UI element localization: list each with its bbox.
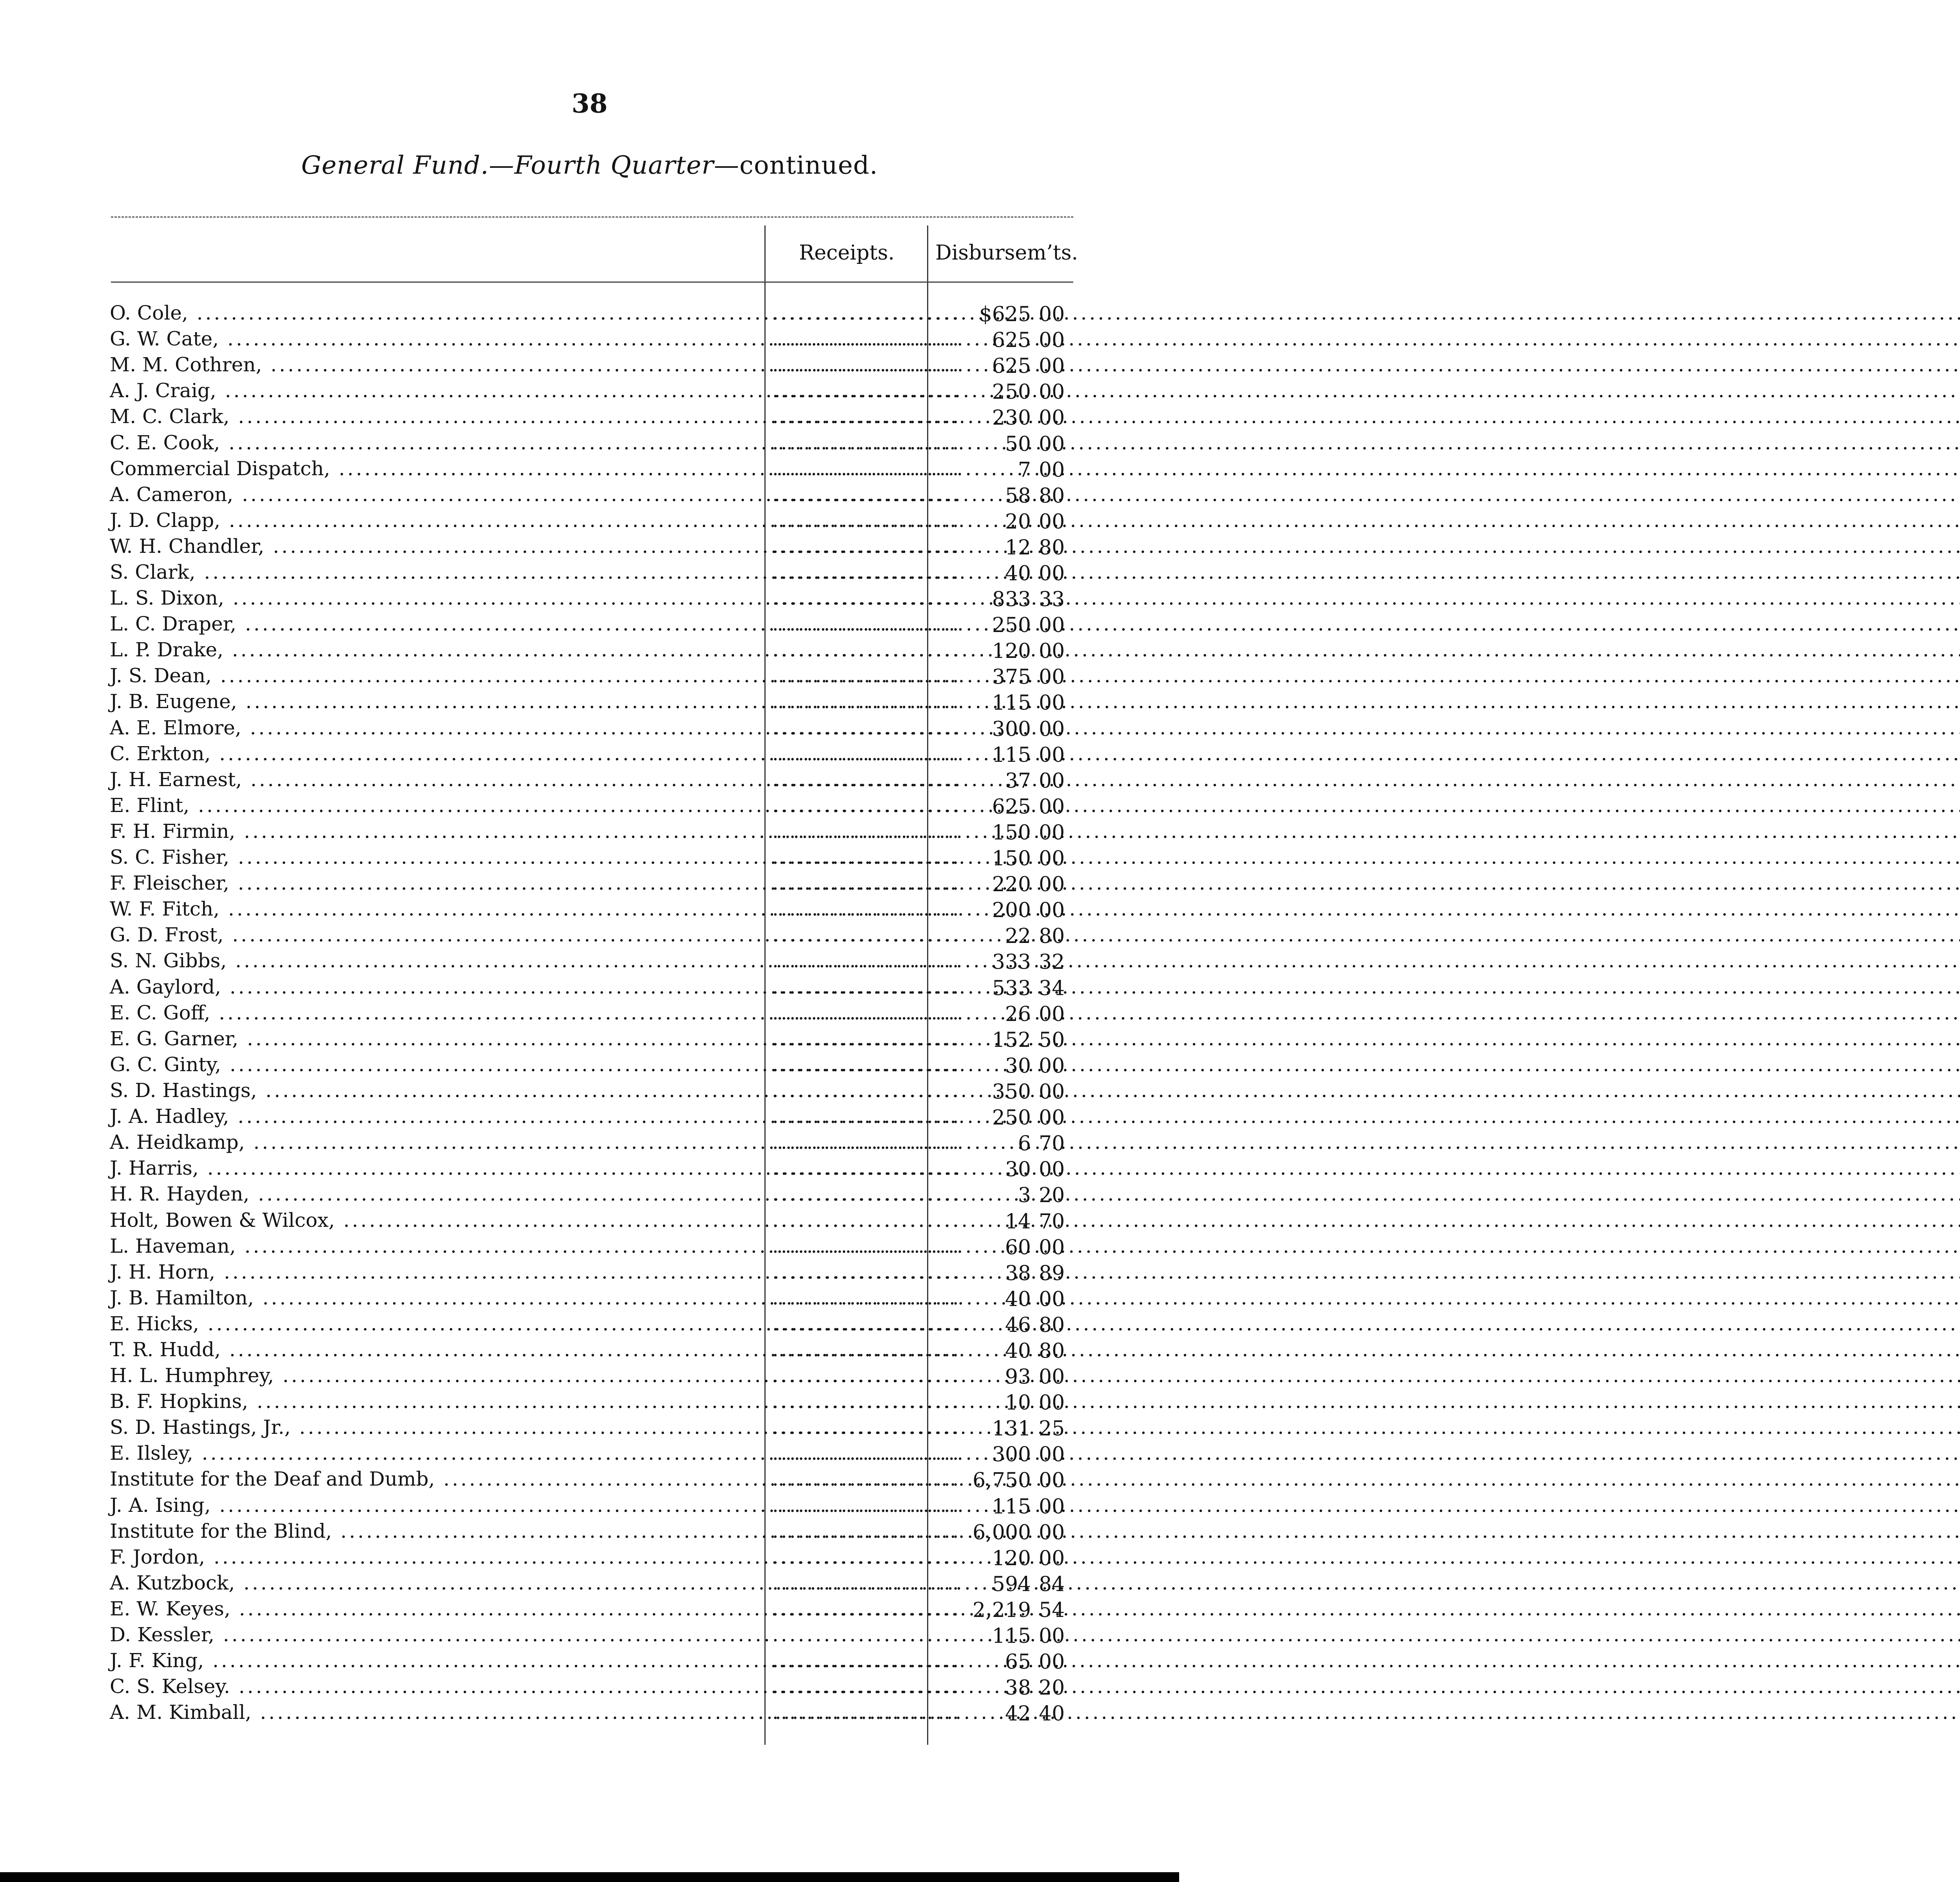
disbursement-amount [933,430,1082,456]
receipts-cell: ...................... [772,509,961,532]
amount-cents: 70 [1039,1210,1065,1233]
amount-dollars: 2,219 [973,1599,1031,1622]
amount-dollars: 350 [992,1080,1031,1104]
payee-name: L. S. Dixon, ..... [110,585,764,611]
amount-dollars: 40 [1005,1339,1031,1363]
payee-name: A. E. Elmore, ..... [110,715,764,741]
amount-cents: 33 [1039,588,1065,611]
header-fund: General Fund. [301,151,489,180]
disbursement-amount [933,1518,1082,1544]
receipts-cell: ...................... [772,483,961,506]
amount-cents: 32 [1039,950,1065,974]
receipts-cell: ...................... [772,1494,961,1517]
amount-cents: 00 [1039,1236,1065,1259]
payee-name: S. N. Gibbs, ..... [110,948,764,974]
amount-dollars: 26 [1005,1003,1031,1026]
disbursement-amount [933,844,1082,870]
amount-cents: 00 [1039,1288,1065,1311]
amount-cents: 00 [1039,432,1065,456]
amount-cents: 70 [1039,1132,1065,1155]
amount-cents: 00 [1039,614,1065,637]
amount-dollars: 150 [992,821,1031,845]
amount-dollars: 10 [1005,1391,1031,1415]
amount-cents: 00 [1039,329,1065,352]
amount-dollars: 200 [992,899,1031,922]
amount-dollars: 3 [1018,1184,1031,1207]
amount-cents: 00 [1039,1106,1065,1130]
receipts-cell: ...................... [772,1623,961,1646]
payee-name: E. G. Garner, ..... [110,1026,764,1052]
payee-name: S. D. Hastings, ..... [110,1077,764,1103]
receipts-cell: ...................... [772,431,961,454]
receipts-cell: ...................... [772,1001,961,1024]
disbursement-amount [933,870,1082,896]
receipts-cell: ...................... [772,1312,961,1335]
disbursement-amount [933,1103,1082,1129]
receipts-cell: ...................... [772,1183,961,1205]
receipts-cell: ...................... [772,638,961,661]
amount-cents: 00 [1039,821,1065,845]
amount-cents: 00 [1039,873,1065,896]
payee-name: J. A. Hadley, ..... [110,1103,764,1129]
payee-name: W. F. Fitch, ..... [110,896,764,922]
disbursement-amount [933,1570,1082,1596]
disbursement-amount [933,688,1082,714]
disbursement-amount [933,1622,1082,1648]
disbursement-amount [933,585,1082,611]
amount-cents: 00 [1039,1054,1065,1078]
payee-name: L. P. Drake, ..... [110,637,764,663]
disbursement-amount [933,1414,1082,1440]
amount-cents: 00 [1039,1469,1065,1492]
payee-name: J. H. Earnest, ..... [110,767,764,792]
payee-name: O. Cole, ..... [110,300,764,326]
amount-dollars: 93 [1005,1365,1031,1389]
disbursement-amount [933,818,1082,844]
amount-cents: 00 [1039,639,1065,663]
receipts-cell: ...................... [772,327,961,350]
receipts-cell: ...................... [772,794,961,817]
amount-cents: 00 [1039,380,1065,404]
disbursement-amount [933,1492,1082,1518]
disbursement-amount [933,352,1082,378]
disbursement-amount [933,378,1082,403]
amount-cents: 34 [1039,977,1065,1000]
amount-cents: 80 [1039,925,1065,948]
receipts-cell: ...................... [772,1546,961,1568]
disbursement-amount [933,767,1082,792]
disbursements-column-header: Disbursem’ts. [935,241,1078,265]
amount-dollars: 37 [1005,769,1031,793]
disbursement-amount [933,974,1082,1000]
amount-cents: 00 [1039,354,1065,378]
amount-dollars: 150 [992,847,1031,870]
receipts-cell: ...................... [772,405,961,428]
amount-cents: 00 [1039,1624,1065,1648]
amount-dollars: 833 [992,588,1031,611]
disbursement-amount [933,559,1082,585]
payee-name: B. F. Hopkins, ..... [110,1388,764,1414]
payee-name: Institute for the Blind, ..... [110,1518,764,1544]
amount-dollars: 50 [1005,432,1031,456]
receipts-cell: ...................... [772,587,961,609]
receipts-cell: ...................... [772,1649,961,1672]
header-rule [111,282,1073,283]
amount-cents: 00 [1039,718,1065,741]
amount-cents: 80 [1039,1313,1065,1337]
amount-dollars: 250 [992,1106,1031,1130]
amount-cents: 00 [1039,743,1065,767]
amount-dollars: 38 [1005,1676,1031,1700]
disbursement-amount [933,792,1082,818]
payee-name: H. R. Hayden, ..... [110,1181,764,1207]
disbursement-amount [933,1000,1082,1026]
receipts-cell: ...................... [772,690,961,713]
receipts-cell: ...................... [772,302,961,324]
amount-dollars: 115 [992,743,1031,767]
payee-name: D. Kessler, ..... [110,1622,764,1648]
disbursement-amount [933,1233,1082,1259]
amount-cents: 00 [1039,1547,1065,1570]
payee-name: E. W. Keyes, ..... [110,1596,764,1622]
payee-name: L. Haveman, ..... [110,1233,764,1259]
page-header [0,151,1179,180]
disbursement-amount [933,1699,1082,1725]
amount-dollars: 230 [992,406,1031,430]
payee-name: S. C. Fisher, ..... [110,844,764,870]
payee-name: W. H. Chandler, ..... [110,533,764,559]
amount-dollars: 594 [992,1573,1031,1596]
disbursement-amount [933,896,1082,922]
disbursement-amount [933,922,1082,948]
amount-cents: 20 [1039,1184,1065,1207]
amount-cents: 00 [1039,769,1065,793]
disbursement-amount [933,1311,1082,1337]
receipts-cell: ...................... [772,976,961,998]
receipts-cell: ...................... [772,457,961,480]
amount-cents: 80 [1039,1339,1065,1363]
receipts-cell: ...................... [772,1053,961,1076]
amount-cents: 00 [1039,1521,1065,1544]
disbursement-amount [933,1052,1082,1077]
amount-cents: 00 [1039,1080,1065,1104]
receipts-cell: ...................... [772,768,961,791]
receipts-cell: ...................... [772,1701,961,1724]
amount-dollars: 60 [1005,1236,1031,1259]
amount-cents: 50 [1039,1028,1065,1052]
page-number: 38 [572,88,608,119]
disbursement-amount [933,456,1082,481]
payee-name: C. E. Cook, ..... [110,430,764,456]
payee-name: J. B. Eugene, ..... [110,688,764,714]
receipts-cell: ...................... [772,535,961,558]
receipts-cell: ...................... [772,1079,961,1102]
payee-name: C. S. Kelsey. ..... [110,1673,764,1699]
disbursement-amount [933,481,1082,507]
payee-name: T. R. Hudd, ..... [110,1337,764,1362]
payee-name: F. Jordon, ..... [110,1544,764,1570]
receipts-cell: ...................... [772,846,961,868]
disbursement-amount [933,1285,1082,1311]
disbursement-amount [933,533,1082,559]
payee-name: F. Fleischer, ..... [110,870,764,896]
amount-dollars: 22 [1005,925,1031,948]
amount-dollars: 46 [1005,1313,1031,1337]
amount-cents: 00 [1039,1391,1065,1415]
amount-dollars: $625 [979,303,1031,326]
payee-name: E. Flint, ..... [110,792,764,818]
payee-name: A. J. Craig, ..... [110,378,764,403]
receipts-cell: ...................... [772,923,961,946]
amount-dollars: 120 [992,639,1031,663]
amount-cents: 00 [1039,1003,1065,1026]
payee-name: Institute for the Deaf and Dumb, ..... [110,1466,764,1492]
disbursement-amount [933,1388,1082,1414]
payee-name: J. Harris, ..... [110,1155,764,1181]
amount-cents: 80 [1039,484,1065,508]
receipts-cell: ...................... [772,561,961,583]
amount-cents: 00 [1039,1158,1065,1181]
payee-name: J. F. King, ..... [110,1648,764,1673]
receipts-cell: ...................... [772,1105,961,1128]
amount-cents: 00 [1039,899,1065,922]
disbursement-amount [933,948,1082,974]
amount-dollars: 40 [1005,1288,1031,1311]
amount-cents: 00 [1039,847,1065,870]
amount-dollars: 131 [992,1417,1031,1441]
amount-dollars: 220 [992,873,1031,896]
amount-dollars: 375 [992,665,1031,689]
payee-name: L. C. Draper, ..... [110,611,764,637]
payee-name: J. A. Ising, ..... [110,1492,764,1518]
amount-dollars: 6,000 [973,1521,1031,1544]
disbursement-amount [933,1337,1082,1362]
disbursement-amount [933,1673,1082,1699]
amount-cents: 00 [1039,1495,1065,1519]
amount-dollars: 58 [1005,484,1031,508]
receipts-cell: ...................... [772,742,961,765]
amount-dollars: 300 [992,1443,1031,1466]
receipts-cell: ...................... [772,1027,961,1050]
amount-dollars: 14 [1005,1210,1031,1233]
receipts-cell: ...................... [772,897,961,920]
payee-name: M. M. Cothren, ..... [110,352,764,378]
amount-dollars: 40 [1005,562,1031,585]
disbursement-amount [933,1544,1082,1570]
payee-name: A. Gaylord, ..... [110,974,764,1000]
payee-name: E. C. Goff, ..... [110,1000,764,1026]
amount-cents: 54 [1039,1599,1065,1622]
receipts-cell: ...................... [772,379,961,402]
amount-dollars: 7 [1018,458,1031,482]
disbursement-amount [933,663,1082,688]
receipts-cell: ...................... [772,949,961,972]
receipts-column-header: Receipts. [799,241,895,265]
disbursement-amount [933,611,1082,637]
amount-dollars: 115 [992,1624,1031,1648]
amount-dollars: 120 [992,1547,1031,1570]
receipts-cell: ...................... [772,1261,961,1283]
amount-cents: 00 [1039,1650,1065,1674]
receipts-cell: ...................... [772,1442,961,1464]
payee-name: F. H. Firmin, ..... [110,818,764,844]
amount-dollars: 333 [992,950,1031,974]
amount-dollars: 12 [1005,536,1031,560]
disbursement-amount [933,1026,1082,1052]
amount-dollars: 20 [1005,510,1031,534]
payee-name: G. W. Cate, ..... [110,326,764,352]
receipts-cell: ...................... [772,1597,961,1620]
amount-cents: 40 [1039,1702,1065,1726]
amount-dollars: 30 [1005,1158,1031,1181]
payee-name: J. H. Horn, ..... [110,1259,764,1285]
receipts-cell: ...................... [772,1235,961,1257]
payee-name: G. C. Ginty, ..... [110,1052,764,1077]
header-suffix: —continued. [714,151,878,180]
amount-dollars: 6 [1018,1132,1031,1155]
disbursement-amount [933,1155,1082,1181]
amount-dollars: 300 [992,718,1031,741]
amount-dollars: 152 [992,1028,1031,1052]
receipts-cell: ...................... [772,1364,961,1387]
receipts-cell: ...................... [772,1131,961,1154]
receipts-cell: ...................... [772,716,961,739]
amount-cents: 00 [1039,458,1065,482]
disbursement-amount [933,1077,1082,1103]
payee-name: J. B. Hamilton, ..... [110,1285,764,1311]
receipts-cell: ...................... [772,1209,961,1232]
payee-name: Commercial Dispatch, ..... [110,456,764,481]
payee-name: C. Erkton, ..... [110,741,764,767]
amount-dollars: 42 [1005,1702,1031,1726]
disbursement-amount [933,1466,1082,1492]
receipts-cell: ...................... [772,1520,961,1542]
disbursement-amount [933,637,1082,663]
payee-name: G. D. Frost, ..... [110,922,764,948]
top-rule [111,216,1073,218]
disbursement-amount [933,403,1082,429]
amount-cents: 00 [1039,665,1065,689]
payee-name: S. D. Hastings, Jr., ..... [110,1414,764,1440]
amount-cents: 84 [1039,1573,1065,1596]
amount-dollars: 625 [992,329,1031,352]
amount-cents: 20 [1039,1676,1065,1700]
header-quarter: —Fourth Quarter [489,151,714,180]
payee-name: A. Heidkamp, ..... [110,1129,764,1155]
receipts-cell: ...................... [772,353,961,376]
amount-dollars: 250 [992,614,1031,637]
disbursement-amount [933,1129,1082,1155]
receipts-cell: ...................... [772,612,961,635]
payee-name: S. Clark, ..... [110,559,764,585]
amount-dollars: 30 [1005,1054,1031,1078]
payee-name: Holt, Bowen & Wilcox, ..... [110,1207,764,1233]
disbursement-amount [933,715,1082,741]
disbursement-amount [933,1181,1082,1207]
amount-dollars: 115 [992,691,1031,715]
payee-name: A. M. Kimball, ..... [110,1699,764,1725]
disbursement-amount [933,1362,1082,1388]
receipts-cell: ...................... [772,1157,961,1179]
receipts-cell: ...................... [772,1571,961,1594]
bottom-edge [0,1872,1179,1882]
payee-name: E. Ilsley, ..... [110,1440,764,1466]
amount-cents: 25 [1039,1417,1065,1441]
payee-name: J. S. Dean, ..... [110,663,764,688]
disbursement-amount [933,1596,1082,1622]
disbursement-amount [933,1440,1082,1466]
amount-cents: 00 [1039,562,1065,585]
receipts-cell: ...................... [772,872,961,894]
payee-name: A. Kutzbock, ..... [110,1570,764,1596]
amount-dollars: 38 [1005,1262,1031,1285]
amount-dollars: 625 [992,795,1031,819]
receipts-cell: ...................... [772,1286,961,1309]
disbursement-amount [933,1648,1082,1673]
receipts-cell: ...................... [772,1675,961,1698]
disbursement-amount [933,741,1082,767]
disbursement-amount [933,1259,1082,1285]
receipts-cell: ...................... [772,1338,961,1361]
disbursement-amount [933,1207,1082,1233]
receipts-cell: ...................... [772,1468,961,1490]
amount-dollars: 625 [992,354,1031,378]
receipts-cell: ...................... [772,1390,961,1413]
disbursement-amount [933,507,1082,533]
receipts-cell: ...................... [772,664,961,687]
payee-name: E. Hicks, ..... [110,1311,764,1337]
payee-name: J. D. Clapp, ..... [110,507,764,533]
amount-cents: 80 [1039,536,1065,560]
disbursement-amount [933,300,1082,326]
amount-dollars: 533 [992,977,1031,1000]
payee-name: A. Cameron, ..... [110,481,764,507]
amount-cents: 00 [1039,406,1065,430]
receipts-cell: ...................... [772,1416,961,1439]
amount-cents: 89 [1039,1262,1065,1285]
amount-dollars: 115 [992,1495,1031,1519]
amount-cents: 00 [1039,795,1065,819]
amount-cents: 00 [1039,510,1065,534]
amount-cents: 00 [1039,1443,1065,1466]
amount-cents: 00 [1039,1365,1065,1389]
amount-dollars: 6,750 [973,1469,1031,1492]
disbursement-amount [933,326,1082,352]
receipts-cell: ...................... [772,820,961,843]
amount-dollars: 250 [992,380,1031,404]
amount-dollars: 65 [1005,1650,1031,1674]
payee-name: M. C. Clark, ..... [110,403,764,429]
amount-cents: 00 [1039,303,1065,326]
amount-cents: 00 [1039,691,1065,715]
payee-name: H. L. Humphrey, ..... [110,1362,764,1388]
